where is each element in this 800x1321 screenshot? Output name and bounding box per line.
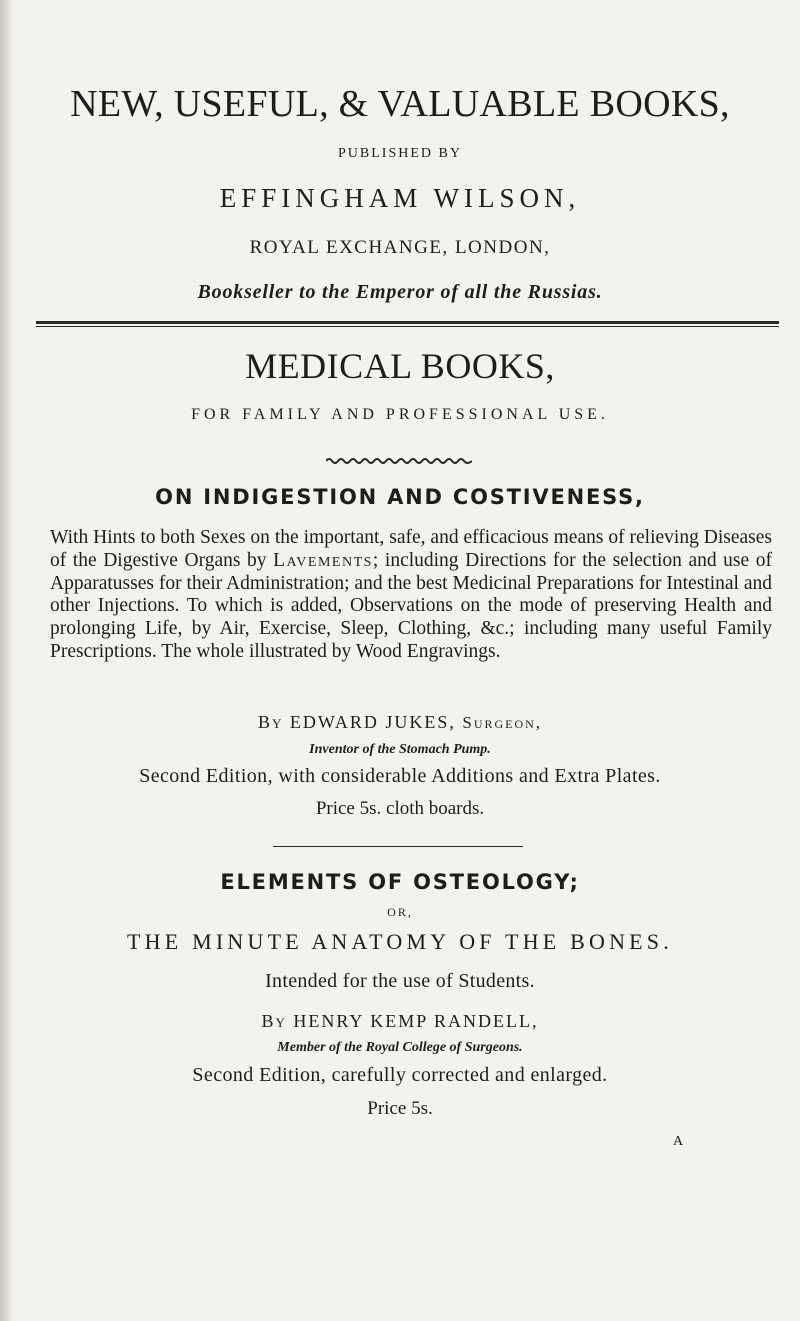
author-prefix: By xyxy=(261,1011,287,1031)
edition-note-indigestion: Second Edition, with considerable Additions and Extra Plates. xyxy=(139,765,661,787)
book-title-osteology: ELEMENTS OF OSTEOLOGY; xyxy=(220,870,580,894)
double-divider xyxy=(36,321,779,324)
author-line-jukes xyxy=(0,712,800,733)
section-subtitle: FOR FAMILY AND PROFESSIONAL USE. xyxy=(191,406,609,423)
wavy-ornament xyxy=(326,456,472,466)
description-smallcaps-term: Lavements xyxy=(273,549,373,571)
author-name: HENRY KEMP RANDELL, xyxy=(293,1011,539,1031)
section-title: MEDICAL BOOKS, xyxy=(245,346,555,386)
page-title: NEW, USEFUL, & VALUABLE BOOKS, xyxy=(70,83,730,125)
description-text: With Hints to both Sexes on the important, safe, and efficacious means of relieving Diseases of the Digestive Organs by xyxy=(50,527,772,571)
edition-note-osteology: Second Edition, carefully corrected and enlarged. xyxy=(192,1064,608,1086)
price-osteology: Price 5s. xyxy=(367,1098,433,1119)
book-description-indigestion xyxy=(50,527,772,664)
publisher-address: ROYAL EXCHANGE, LONDON, xyxy=(249,237,551,258)
bookseller-line: Bookseller to the Emperor of all the Russias. xyxy=(197,281,603,303)
or-connector: OR, xyxy=(387,905,413,919)
book-title-indigestion: ON INDIGESTION AND COSTIVENESS, xyxy=(155,485,645,509)
book-alt-title: THE MINUTE ANATOMY OF THE BONES. xyxy=(127,929,673,954)
author-line-randell xyxy=(0,1011,800,1032)
author-prefix: By xyxy=(257,712,284,732)
price-indigestion: Price 5s. cloth boards. xyxy=(315,798,485,819)
author-credit-jukes: Inventor of the Stomach Pump. xyxy=(309,742,491,757)
description-text: ; including Directions for the selection and use of Apparatusses for their Administration; and the best Medicinal Preparations for Intestinal and other Injections. To which is added, Observations on the mode of preserving Health and prolonging Life, by Air, Exercise, Sleep, Clothing, &c.; including many useful Family Prescriptions. The whole illustrated by Wood Engravings. xyxy=(50,549,772,662)
signature-mark: A xyxy=(673,1134,684,1149)
published-by-label: PUBLISHED BY xyxy=(338,146,462,161)
author-role: Surgeon, xyxy=(462,713,543,732)
publisher-name: EFFINGHAM WILSON, xyxy=(219,183,581,213)
author-credit-randell: Member of the Royal College of Surgeons. xyxy=(277,1040,523,1055)
intended-note: Intended for the use of Students. xyxy=(265,970,535,992)
divider xyxy=(273,846,523,847)
author-name: EDWARD JUKES, xyxy=(289,712,456,732)
